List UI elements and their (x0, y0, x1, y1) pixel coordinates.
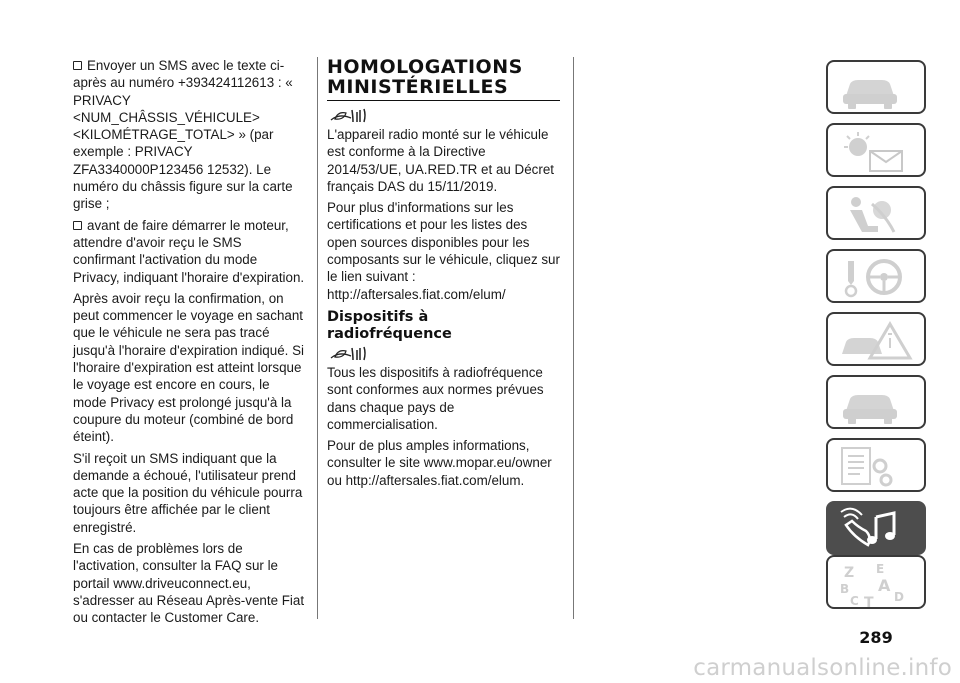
light-envelope-icon (838, 129, 918, 175)
chapter-tab-maintenance[interactable] (826, 375, 926, 429)
car-service-icon (838, 381, 918, 427)
section-title-line1: HOMOLOGATIONS (327, 56, 523, 78)
checkbox-bullet-icon (73, 221, 82, 230)
chapter-tab-multimedia[interactable] (826, 501, 926, 555)
chapter-tab-starting[interactable] (826, 249, 926, 303)
bullet-wait-text: avant de faire démarrer le moteur, attendre d'avoir reçu le SMS confirmant l'activation du mode Privacy, indiquant l'horaire d'expiration. (73, 217, 305, 285)
car-icon (838, 66, 918, 112)
title-underline (327, 100, 560, 101)
page-number: 289 (859, 628, 893, 647)
eco-leaf-icon (329, 107, 371, 124)
seat-airbag-icon (838, 192, 918, 238)
paragraph-failure: S'il reçoit un SMS indiquant que la demande a échoué, l'utilisateur prend acte que la position du véhicule pourra toujours être affichée par le client enregistré. (73, 450, 303, 535)
chapter-tab-lights[interactable] (826, 123, 926, 177)
index-letter: Z (844, 565, 855, 581)
car-warning-icon (838, 318, 918, 364)
column-divider (317, 57, 318, 619)
index-letter: A (878, 576, 891, 595)
chapter-tab-safety[interactable] (826, 186, 926, 240)
index-letter: T (864, 595, 874, 607)
eco-leaf-icon (329, 345, 371, 362)
chapter-tab-technical[interactable] (826, 438, 926, 492)
paragraph-rf-devices: Tous les dispositifs à radiofréquence sont conformes aux normes prévues dans chaque pays de commercialisation. (327, 364, 544, 432)
paragraph-certifications: Pour plus d'informations sur les certifications et pour les listes des open sources disponibles pour les composants sur le véhicule, cliquez sur le lien suivant : http://aftersales.fiat.com/elum/ (327, 200, 560, 302)
paragraph-more-info: Pour de plus amples informations, consulter le site www.mopar.eu/owner ou http://aftersales.fiat.com/elum. (327, 438, 552, 488)
index-letter: E (876, 562, 885, 576)
paragraph-confirmation: Après avoir reçu la confirmation, on peut commencer le voyage en sachant que le véhicule ne sera pas tracé jusqu'à l'horaire d'expiration indiqué. Si l'horaire d'expiration est atteint lorsque le voyage est encore en cours, le mode Privacy est prolongé jusqu'à la coupure du moteur (combiné de bord éteint). (73, 290, 304, 445)
subsection-title-line2: radiofréquence (327, 325, 452, 342)
bullet-sms-text: Envoyer un SMS avec le texte ci-après au numéro +393424112613 : « PRIVACY <NUM_CHÂSSIS_VÉHICULE> <KILOMÉTRAGE_TOTAL> » (par exemple : PRIVACY ZFA3340000P123456 12532). Le numéro du châssis figure sur la carte grise ; (73, 58, 293, 212)
chapter-tab-vehicle[interactable] (826, 60, 926, 114)
multimedia-icon (838, 507, 918, 553)
column-divider (573, 57, 574, 619)
index-letter: C (850, 594, 859, 607)
index-letters-icon (838, 561, 918, 607)
section-title (327, 57, 560, 97)
bullet-wait (73, 217, 305, 286)
checkbox-bullet-icon (73, 61, 82, 70)
bullet-sms (73, 57, 305, 213)
watermark: carmanualsonline.info (693, 655, 952, 681)
paragraph-directive: L'appareil radio monté sur le véhicule est conforme à la Directive 2014/53/UE, UA.RED.TR et au Décret français DAS du 15/11/2019. (327, 127, 554, 194)
index-letter: D (894, 590, 904, 604)
chapter-tab-index[interactable] (826, 555, 926, 609)
left-column (73, 57, 305, 631)
chapter-tab-emergency[interactable] (826, 312, 926, 366)
document-gear-icon (838, 444, 918, 490)
subsection-title (327, 309, 560, 343)
subsection-title-line1: Dispositifs à (327, 308, 429, 325)
section-title-line2: MINISTÉRIELLES (327, 76, 509, 98)
index-letter: B (840, 582, 850, 596)
paragraph-problems: En cas de problèmes lors de l'activation, consulter la FAQ sur le portail www.driveuconnect.eu, s'adresser au Réseau Après-vente Fiat ou contacter le Customer Care. (73, 541, 305, 626)
right-column (327, 57, 560, 493)
key-steering-icon (838, 255, 918, 301)
